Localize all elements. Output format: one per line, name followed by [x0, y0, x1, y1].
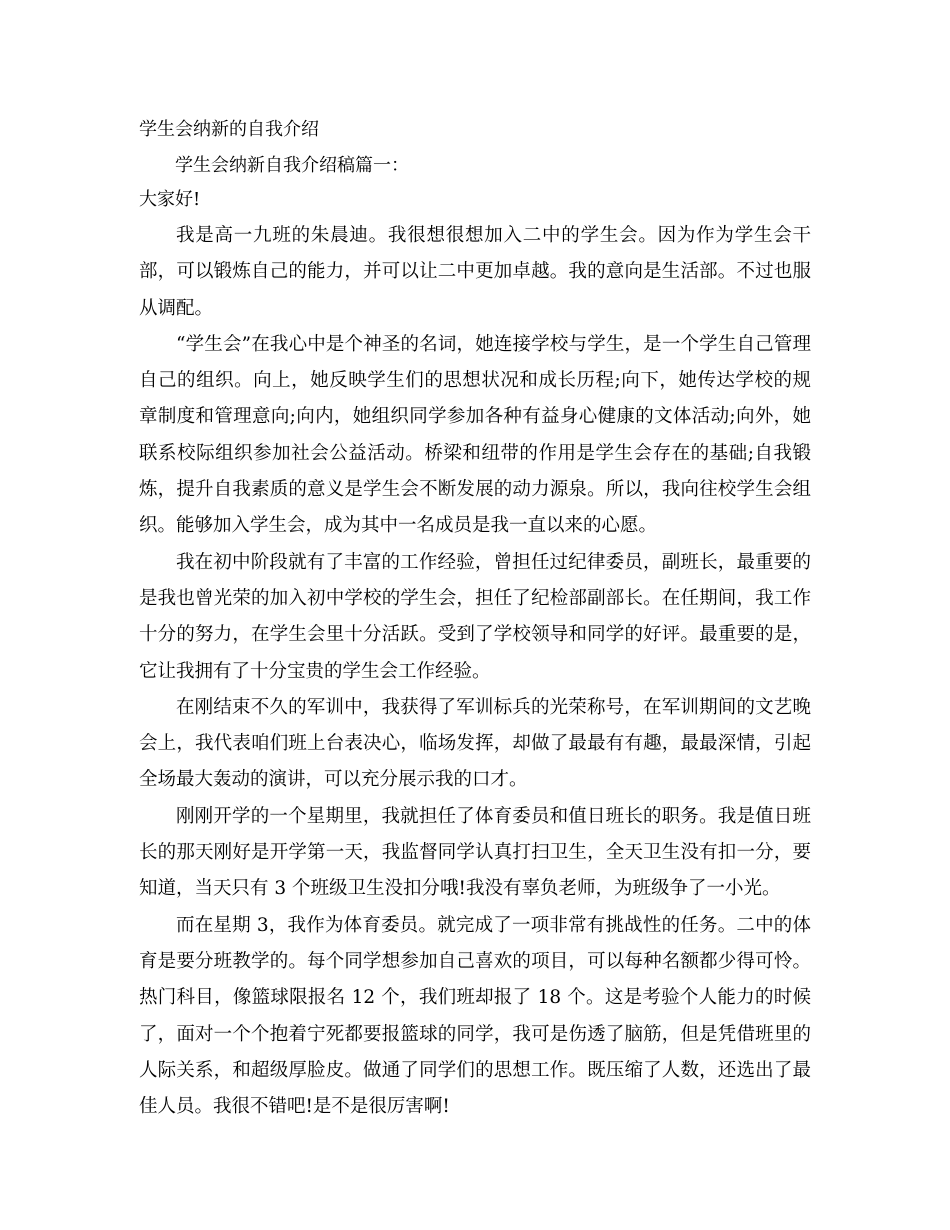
- paragraph: 而在星期 3，我作为体育委员。就完成了一项非常有挑战性的任务。二中的体育是要分班教学的。每个同学想参加自己喜欢的项目，可以每种名额都少得可怜。热门科目，像篮球限报名 12 个，我们班却报了 18 个。这是考验个人能力的时候了，面对一个个抱着宁死都要报篮球的同学，我可是伤透了脑筋，但是凭借班里的人际关系，和超级厚脸皮。做通了同学们的思想工作。既压缩了人数，还选出了最佳人员。我很不错吧!是不是很厉害啊!: [139, 914, 811, 1118]
- document-subtitle: 学生会纳新自我介绍稿篇一：: [175, 155, 409, 176]
- paragraph: 在刚结束不久的军训中，我获得了军训标兵的光荣称号，在军训期间的文艺晚会上，我代表咱们班上台表决心，临场发挥，却做了最最有有趣，最最深情，引起全场最大轰动的演讲，可以充分展示我的口才。: [139, 696, 811, 791]
- paragraph: 我在初中阶段就有了丰富的工作经验，曾担任过纪律委员，副班长，最重要的是我也曾光荣的加入初中学校的学生会，担任了纪检部副部长。在任期间，我工作十分的努力，在学生会里十分活跃。受到了学校领导和同学的好评。最重要的是，它让我拥有了十分宝贵的学生会工作经验。: [139, 551, 811, 682]
- paragraph: 我是高一九班的朱晨迪。我很想很想加入二中的学生会。因为作为学生会干部，可以锻炼自己的能力，并可以让二中更加卓越。我的意向是生活部。不过也服从调配。: [139, 225, 811, 319]
- document-title: 学生会纳新的自我介绍: [139, 119, 319, 140]
- document-body: [139, 218, 811, 1125]
- greeting-line: 大家好!: [139, 189, 201, 210]
- paragraph: “学生会”在我心中是个神圣的名词，她连接学校与学生，是一个学生自己管理自己的组织。向上，她反映学生们的思想状况和成长历程;向下，她传达学校的规章制度和管理意向;向内，她组织同学参加各种有益身心健康的文体活动;向外，她联系校际组织参加社会公益活动。桥梁和纽带的作用是学生会存在的基础;自我锻炼，提升自我素质的意义是学生会不断发展的动力源泉。所以，我向往校学生会组织。能够加入学生会，成为其中一名成员是我一直以来的心愿。: [139, 333, 811, 537]
- paragraph: 刚刚开学的一个星期里，我就担任了体育委员和值日班长的职务。我是值日班长的那天刚好是开学第一天，我监督同学认真打扫卫生，全天卫生没有扣一分，要知道，当天只有 3 个班级卫生没扣分哦!我没有辜负老师，为班级争了一小光。: [139, 805, 811, 900]
